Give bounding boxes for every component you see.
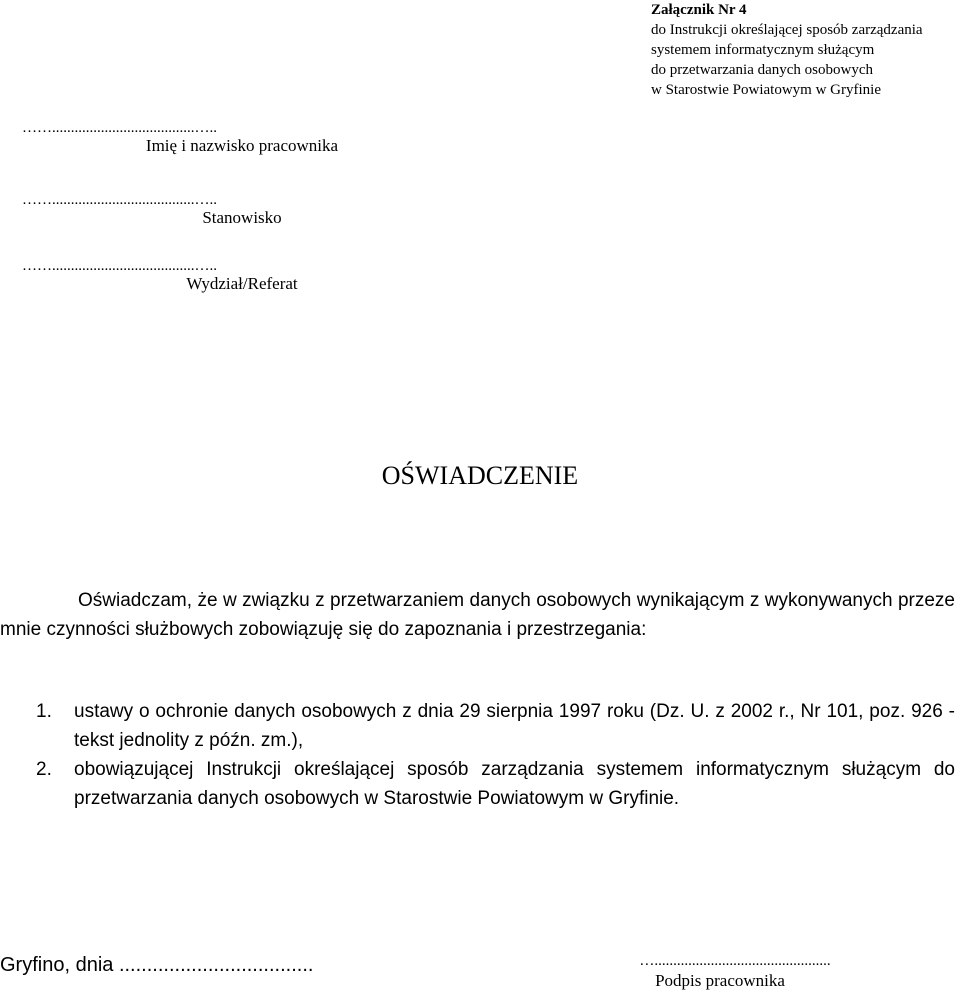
list-item-text: ustawy o ochronie danych osobowych z dnia 29 sierpnia 1997 roku (Dz. U. z 2002 r., Nr 101, poz. 926 - tekst jednolity z późn. zm.), [74,701,955,751]
employee-name-dots: ……......................................….. [22,120,217,136]
annex-line: do Instrukcji określającej sposób zarządzania [651,22,923,38]
list-item [36,755,955,813]
list-item-number: 2. [36,759,52,780]
document-heading: OŚWIADCZENIE [381,461,579,490]
department-dots: ……......................................….. [22,258,217,274]
list-item [36,697,955,755]
annex-line: systemem informatycznym służącym [651,42,875,58]
declaration-intro [0,586,955,644]
list-item-text: obowiązującej Instrukcji określającej sposób zarządzania systemem informatycznym służącym do przetwarzania danych osobowych w Starostwie Powiatowym w Gryfinie. [74,759,955,809]
department-field[interactable] [22,258,422,294]
position-dots: ……......................................….. [22,192,217,208]
list-item-number: 1. [36,701,52,722]
signature-label: Podpis pracownika [655,971,785,990]
employee-name-field[interactable] [22,120,422,156]
signature-block[interactable] [560,952,910,992]
annex-title: Załącznik Nr 4 [651,2,747,18]
annex-header [651,0,923,100]
declaration-intro-text: Oświadczam, że w związku z przetwarzaniem danych osobowych wynikającym z wykonywanych przeze mnie czynności służbowych zobowiązuję się do zapoznania i przestrzegania: [0,590,955,640]
position-label: Stanowisko [202,208,282,227]
annex-line: do przetwarzania danych osobowych [651,62,873,78]
annex-line: w Starostwie Powiatowym w Gryfinie [651,82,881,98]
date-line[interactable]: Gryfino, dnia ................................... [0,954,314,976]
employee-name-label: Imię i nazwisko pracownika [145,136,339,155]
position-field[interactable] [22,192,422,228]
signature-dots: …............................................... [639,953,831,969]
department-label: Wydział/Referat [186,274,298,293]
